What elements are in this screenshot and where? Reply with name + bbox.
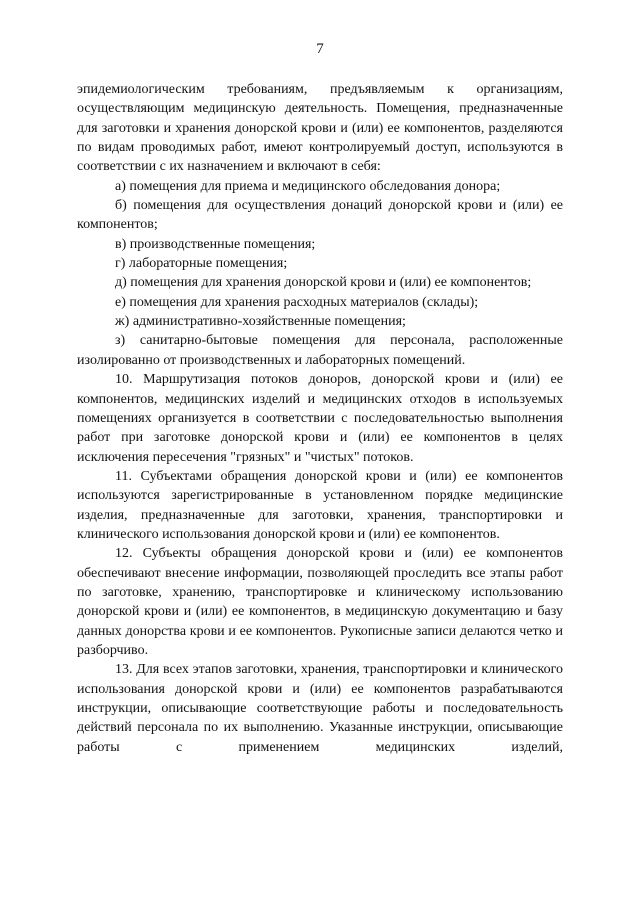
paragraph-11: 11. Субъектами обращения донорской крови и (или) ее компонентов используются зарегистрированные в установленном порядке медицинские изделия, предназначенные для заготовки, хранения, транспортировки и клинического использования донорской крови и (или) ее компонентов.: [77, 468, 563, 542]
list-item-b: б) помещения для осуществления донаций донорской крови и (или) ее компонентов;: [77, 198, 563, 233]
list-item-a: а) помещения для приема и медицинского обследования донора;: [115, 178, 501, 194]
list-item-d: д) помещения для хранения донорской крови и (или) ее компонентов;: [115, 275, 532, 291]
page-number: 7: [316, 41, 324, 57]
list-item-v: в) производственные помещения;: [115, 236, 316, 252]
list-item-e: е) помещения для хранения расходных материалов (склады);: [115, 294, 479, 310]
paragraph-intro: эпидемиологическим требованиям, предъявляемым к организациям, осуществляющим медицинскую деятельность. Помещения, предназначенные для заготовки и хранения донорской крови и (или) ее компонентов, разделяются по видам проводимых работ, имеют контролируемый доступ, используются в соответствии с их назначением и включают в себя:: [77, 82, 563, 175]
paragraph-12: 12. Субъекты обращения донорской крови и (или) ее компонентов обеспечивают внесение информации, позволяющей проследить все этапы работ по заготовке, хранению, транспортировке и клиническому использованию донорской крови и (или) ее компонентов, в медицинскую документацию и базу данных донорства крови и ее компонентов. Рукописные записи делаются четко и разборчиво.: [77, 546, 563, 658]
list-item-zh: ж) административно-хозяйственные помещения;: [115, 314, 406, 330]
list-item-z: з) санитарно-бытовые помещения для персонала, расположенные изолированно от производственных и лабораторных помещений.: [77, 333, 563, 368]
paragraph-10: 10. Маршрутизация потоков доноров, донорской крови и (или) ее компонентов, медицинских изделий и медицинских отходов в используемых помещениях организуется в соответствии с последовательностью выполнения работ при заготовке донорской крови и (или) ее компонентов в целях исключения пересечения "грязных" и "чистых" потоков.: [77, 372, 563, 465]
document-body: [77, 80, 563, 757]
paragraph-13: 13. Для всех этапов заготовки, хранения, транспортировки и клинического использования донорской крови и (или) ее компонентов разрабатываются инструкции, описывающие соответствующие работы и последовательность действий персонала по их выполнению. Указанные инструкции, описывающие работы с применением медицинских изделий,: [77, 662, 563, 755]
list-item-g: г) лабораторные помещения;: [115, 256, 288, 272]
